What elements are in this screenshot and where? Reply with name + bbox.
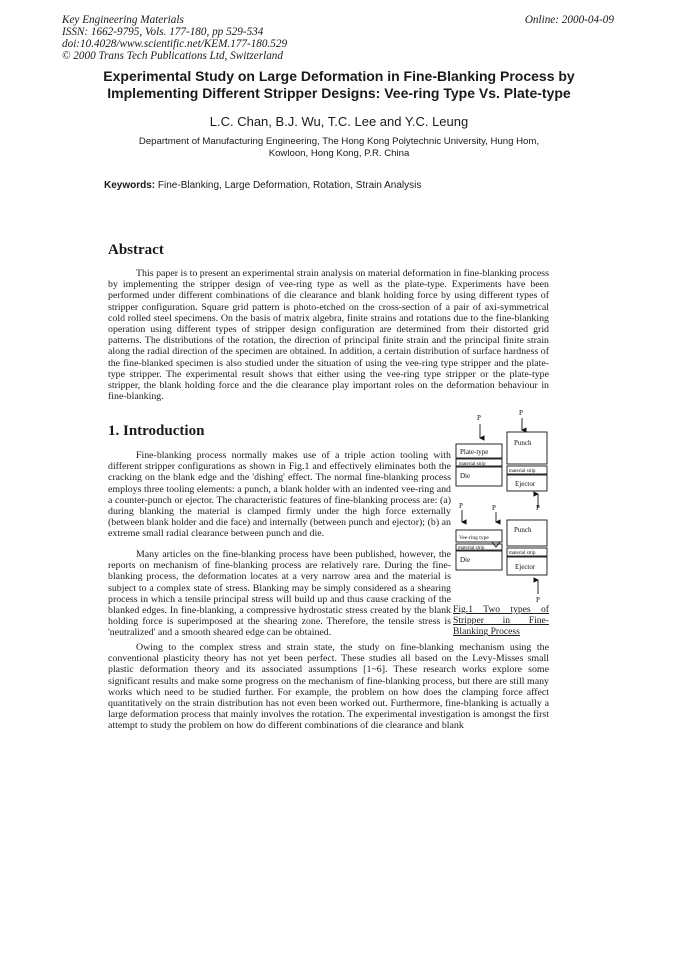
figure-caption: Fig.1 Two types of Stripper in Fine-Blanking Process <box>453 604 549 638</box>
ejector-label: Ejector <box>515 480 536 488</box>
title-line-2: Implementing Different Stripper Designs: Vee-ring Type Vs. Plate-type <box>107 85 571 101</box>
intro-paragraph-3: Owing to the complex stress and strain state, the study on fine-blanking mechanism using the conventional plasticity theory has not yet been perfect. These studies all based on the Levy-Misses small plastic deformation theory and its associated assumptions [1~6]. These research works explore some significant results and make some progress on the mechanism of fine-blanking process, but there are still many works which need to be studied further. For example, the problem on how does the clamping force affect quantitatively on the strain distribution has not even been worked out. Furthermore, fine-blanking is actually a large deformation process that mainly involves the rotation. The experimental investigation is amongst the first attempt to study the problem on how do different combinations of die clearance and blank <box>108 642 549 732</box>
p-label-4: P <box>459 502 463 510</box>
keywords <box>104 180 421 191</box>
copyright-line: © 2000 Trans Tech Publications Ltd, Switzerland <box>62 50 283 62</box>
keywords-label: Keywords: <box>104 180 156 191</box>
intro-paragraph-2: Many articles on the fine-blanking process have been published, however, the reports on mechanism of fine-blanking process are relatively rare. During the fine-blanking process, the deformation locates at a very narrow area and the material is subject to a complex state of stress. Blanking may be simply considered as a shearing process in which a tensile principal stress will build up and thus cause cracking of the blanked edges. In fine-blanking, a compressive hydrostatic stress created by the blank holding force is superimposed at the shearing zone. Therefore, the tensile stress is 'neutralized' and a smooth sheared edge can be obtained. <box>108 549 451 639</box>
p-label-1: P <box>477 414 481 422</box>
punch-block <box>507 432 547 464</box>
paper-title <box>80 68 598 102</box>
introduction-heading: 1. Introduction <box>108 423 205 439</box>
punch-label-2: Punch <box>514 526 532 534</box>
ejector-label-2: Ejector <box>515 563 536 571</box>
title-line-1: Experimental Study on Large Deformation in Fine-Blanking Process by <box>103 68 575 84</box>
material-strip-label-right-2: material strip <box>509 551 536 556</box>
punch-label: Punch <box>514 439 532 447</box>
material-strip-label-right: material strip <box>509 469 536 474</box>
keywords-list: Fine-Blanking, Large Deformation, Rotation, Strain Analysis <box>157 180 422 191</box>
intro-paragraph-1: Fine-blanking process normally makes use of a triple action tooling with different stripper configurations as shown in Fig.1 and effectively eliminates both the cracking on the blank edge and the 'dishing' effect. The normal fine-blanking process employs three tooling elements: a punch, a blank holder with an indented vee-ring and a counter-punch or ejector. The characteristic features of fine-blanking process are: (a) during blanking the material is clamped firmly under the high force externally (between blank holder and die face) and internally (between punch and ejector); (b) an extreme small radial clearance between punch and die. <box>108 450 451 540</box>
die-label: Die <box>460 472 471 480</box>
p-label-6: P <box>536 596 540 604</box>
abstract-text: This paper is to present an experimental strain analysis on material deformation in fine-blanking process by implementing the stripper design of vee-ring type as well as the plate-type. Experiments have been performed under different combinations of die clearance and blank holding force by using different types of stripper configuration. Square grid pattern is photo-etched on the cross-section of a pair of axi-symmetrical cold rolled steel specimens. On the basis of matrix algebra, finite strains and rotations due to the fine-blanking operation using different types of stripper design configuration are determined from their distorted grid patterns. The distributions of the rotation, the direction of principal finite strain and the principal finite strain along the radial direction of the specimen are obtained. In addition, a certain distribution of surface hardness of the fine-blanked specimen is also studied under the situation of using the vee-ring type stripper and the plate-type stripper. The experimental result shows that either using the vee-ring type stripper or the plate-type stripper, the blank holding force and the die clearance play important roles on the deformation behaviour in fine-blanking. <box>108 268 549 403</box>
vee-ring-type-label: Vee-ring type <box>459 535 489 541</box>
affiliation <box>100 136 578 160</box>
issn-line: ISSN: 1662-9795, Vols. 177-180, pp 529-534 <box>62 26 264 38</box>
affiliation-line-1: Department of Manufacturing Engineering, The Hong Kong Polytechnic University, Hung Hom, <box>138 136 540 147</box>
affiliation-line-2: Kowloon, Hong Kong, P.R. China <box>268 148 410 159</box>
material-strip-label: material strip <box>459 462 486 467</box>
p-label-5: P <box>492 504 496 512</box>
journal-name: Key Engineering Materials <box>62 14 184 26</box>
die-label-2: Die <box>460 556 471 564</box>
doi-line[interactable]: doi:10.4028/www.scientific.net/KEM.177-180.529 <box>62 38 288 50</box>
vee-ring-tooth <box>492 542 500 547</box>
plate-type-label: Plate-type <box>460 448 489 456</box>
authors: L.C. Chan, B.J. Wu, T.C. Lee and Y.C. Leung <box>209 114 469 129</box>
abstract-heading: Abstract <box>108 242 164 258</box>
material-strip-label-2: material strip <box>458 546 485 551</box>
online-date: Online: 2000-04-09 <box>524 14 614 26</box>
stripper-diagram <box>452 408 552 604</box>
p-label-3: P <box>536 504 540 512</box>
p-label-2: P <box>519 409 523 417</box>
